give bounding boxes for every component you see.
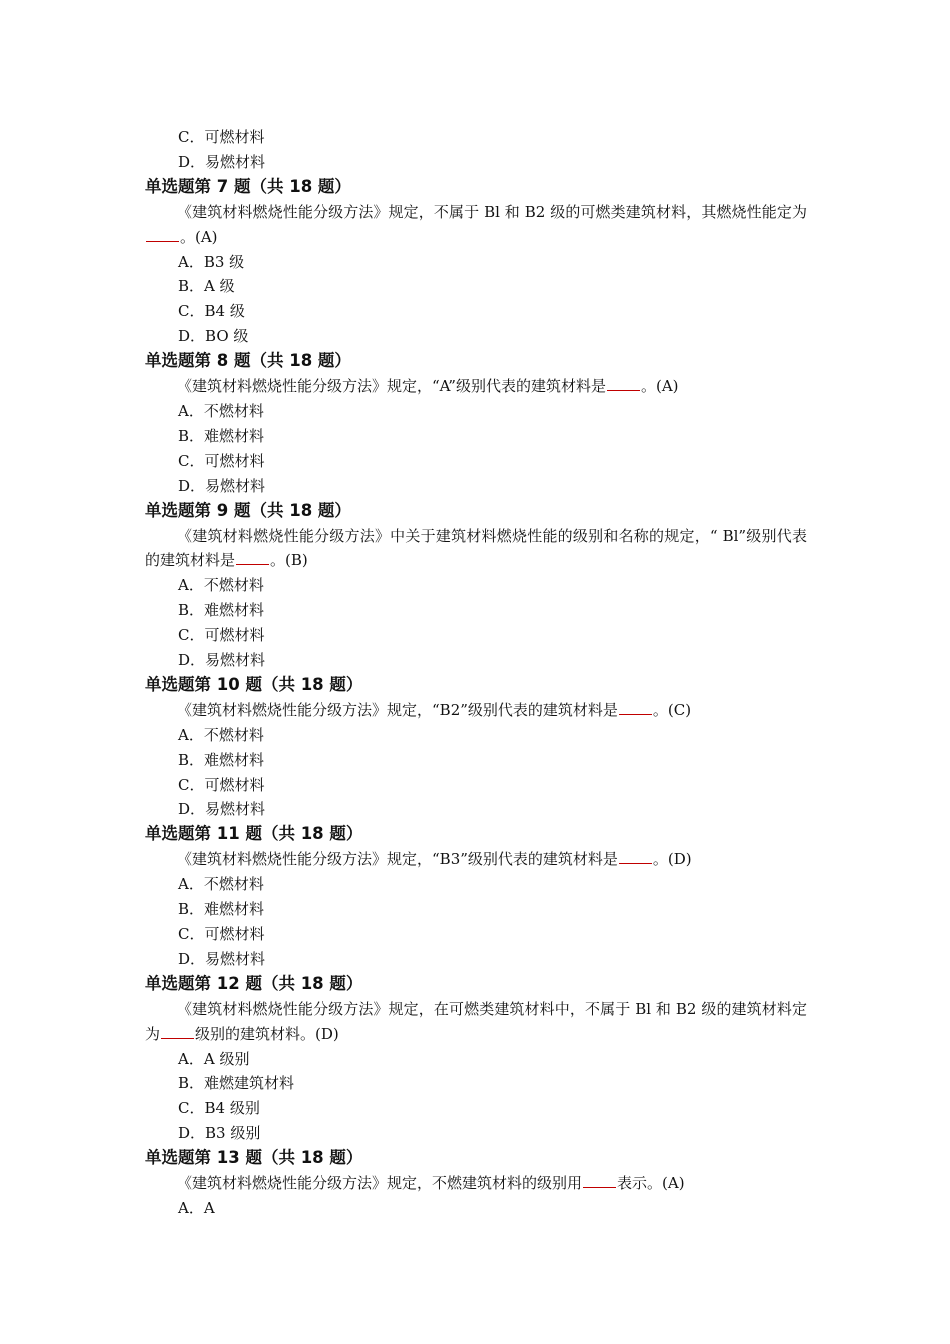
- option-text: BO 级: [205, 327, 249, 346]
- option-letter: C．: [178, 451, 205, 470]
- question-text-before: 《建筑材料燃烧性能分级方法》规定，不属于 Bl 和 B2 级的可燃类建筑材料，其燃烧性能定为: [177, 202, 807, 221]
- option-item: [0, 274, 950, 299]
- answer-blank: [161, 1023, 194, 1039]
- option-letter: A．: [178, 576, 204, 595]
- option-item: [0, 125, 950, 150]
- option-item: [0, 1071, 950, 1096]
- question-title: 单选题第 11 题（共 18 题）: [145, 824, 363, 844]
- option-text: 易燃材料: [205, 651, 266, 670]
- option-text: A 级: [204, 277, 235, 296]
- answer-blank: [146, 226, 179, 242]
- question-text: [145, 374, 807, 399]
- question-title: 单选题第 7 题（共 18 题）: [145, 176, 351, 196]
- question-text-after: 。(B): [270, 551, 308, 570]
- option-letter: C．: [178, 925, 205, 943]
- option-letter: D．: [178, 476, 206, 495]
- option-text: B3 级别: [205, 1124, 261, 1143]
- option-letter: D．: [178, 1124, 206, 1143]
- option-text: 易燃材料: [205, 949, 266, 968]
- option-letter: A．: [178, 252, 204, 271]
- question-text: [145, 847, 807, 872]
- option-letter: C．: [178, 626, 205, 645]
- question-text-after: 。(D): [652, 850, 692, 869]
- option-text: 不燃材料: [203, 401, 264, 420]
- question-11: [0, 822, 950, 971]
- option-item: [0, 324, 950, 349]
- question-title: 单选题第 12 题（共 18 题）: [145, 973, 363, 993]
- option-item: [0, 648, 950, 673]
- question-text: [145, 1171, 807, 1196]
- question-text-after: 。(A): [180, 227, 218, 246]
- option-letter: D．: [178, 651, 206, 670]
- question-10: [0, 673, 950, 822]
- question-text: [145, 997, 807, 1047]
- question-text-before: 《建筑材料燃烧性能分级方法》规定，“A”级别代表的建筑材料是: [177, 377, 606, 396]
- option-item: [0, 150, 950, 175]
- option-letter: B．: [178, 601, 205, 620]
- question-text-before: 《建筑材料燃烧性能分级方法》中关于建筑材料燃烧性能的级别和名称的规定，“ Bl”级别代表的建筑材料是: [145, 526, 807, 570]
- option-item: [0, 947, 950, 972]
- question-text-after: 级别的建筑材料。(D): [195, 1024, 339, 1043]
- question-text: [145, 200, 807, 250]
- option-letter: D．: [178, 800, 206, 819]
- option-text: 难燃材料: [204, 601, 265, 620]
- option-letter: A．: [178, 875, 204, 894]
- question-9: [0, 499, 950, 673]
- option-text: 难燃材料: [204, 750, 265, 769]
- question-13: [0, 1146, 950, 1221]
- option-item: [0, 449, 950, 474]
- option-item: [0, 797, 950, 822]
- option-letter: D．: [178, 152, 206, 171]
- option-letter: B．: [178, 750, 205, 769]
- option-text: 不燃材料: [203, 725, 264, 744]
- option-text: 可燃材料: [204, 626, 265, 645]
- option-text: 难燃材料: [204, 900, 265, 919]
- option-letter: C．: [178, 775, 205, 794]
- option-letter: B．: [178, 426, 205, 445]
- option-letter: A．: [178, 1049, 204, 1068]
- option-letter: B．: [178, 900, 205, 919]
- question-title: 单选题第 9 题（共 18 题）: [145, 500, 351, 520]
- answer-blank: [607, 375, 640, 391]
- question-text: [145, 524, 807, 574]
- option-text: B3 级: [203, 252, 245, 271]
- option-letter: D．: [178, 327, 206, 346]
- question-title: 单选题第 10 题（共 18 题）: [145, 674, 363, 694]
- option-text: 可燃材料: [204, 775, 265, 794]
- option-item: [0, 1121, 950, 1146]
- option-item: [0, 922, 950, 947]
- option-text: 易燃材料: [205, 800, 266, 819]
- question-text-before: 《建筑材料燃烧性能分级方法》规定，不燃建筑材料的级别用: [177, 1174, 583, 1193]
- option-item: [0, 897, 950, 922]
- option-letter: B．: [178, 1074, 205, 1093]
- option-text: 难燃材料: [204, 426, 265, 445]
- option-letter: C．: [178, 302, 205, 321]
- answer-blank: [583, 1172, 616, 1188]
- question-12: [0, 972, 950, 1146]
- option-letter: A．: [178, 1198, 204, 1217]
- option-text: B4 级: [204, 302, 245, 321]
- option-item: [0, 723, 950, 748]
- option-item: [0, 573, 950, 598]
- option-item: [0, 1096, 950, 1121]
- option-item: [0, 1047, 950, 1072]
- option-text: 可燃材料: [204, 451, 265, 470]
- answer-blank: [236, 549, 269, 565]
- question-8: [0, 349, 950, 498]
- question-text: [145, 698, 807, 723]
- option-item: [0, 623, 950, 648]
- option-text: A: [203, 1198, 215, 1217]
- option-letter: C．: [178, 1099, 205, 1118]
- option-text: 可燃材料: [204, 925, 265, 943]
- option-letter: C．: [178, 128, 205, 146]
- question-text-after: 。(C): [652, 700, 692, 719]
- question-title: 单选题第 13 题（共 18 题）: [145, 1148, 363, 1168]
- answer-blank: [619, 848, 652, 864]
- question-7: [0, 175, 950, 349]
- option-item: [0, 872, 950, 897]
- option-text: A 级别: [203, 1049, 250, 1068]
- option-text: 易燃材料: [205, 152, 266, 171]
- option-text: B4 级别: [204, 1099, 260, 1118]
- option-letter: B．: [178, 277, 205, 296]
- option-text: 不燃材料: [203, 875, 264, 894]
- option-item: [0, 1196, 950, 1221]
- option-item: [0, 424, 950, 449]
- document-body: [0, 125, 950, 1221]
- option-letter: D．: [178, 949, 206, 968]
- question-text-before: 《建筑材料燃烧性能分级方法》规定，“B3”级别代表的建筑材料是: [177, 850, 618, 869]
- option-text: 易燃材料: [205, 476, 266, 495]
- question-text-before: 《建筑材料燃烧性能分级方法》规定，在可燃类建筑材料中，不属于 Bl 和 B2 级的建筑材料定为: [145, 999, 807, 1043]
- answer-blank: [619, 699, 652, 715]
- option-letter: A．: [178, 401, 204, 420]
- option-text: 难燃建筑材料: [204, 1074, 295, 1093]
- option-item: [0, 773, 950, 798]
- option-text: 可燃材料: [204, 128, 265, 146]
- option-item: [0, 250, 950, 275]
- option-item: [0, 598, 950, 623]
- question-title: 单选题第 8 题（共 18 题）: [145, 351, 351, 371]
- question-text-after: 。(A): [640, 377, 679, 396]
- option-text: 不燃材料: [203, 576, 264, 595]
- option-item: [0, 299, 950, 324]
- option-item: [0, 399, 950, 424]
- option-item: [0, 474, 950, 499]
- option-letter: A．: [178, 725, 204, 744]
- question-text-before: 《建筑材料燃烧性能分级方法》规定，“B2”级别代表的建筑材料是: [177, 700, 618, 719]
- option-item: [0, 748, 950, 773]
- leading-options: [0, 125, 950, 175]
- question-text-after: 表示。(A): [617, 1174, 685, 1193]
